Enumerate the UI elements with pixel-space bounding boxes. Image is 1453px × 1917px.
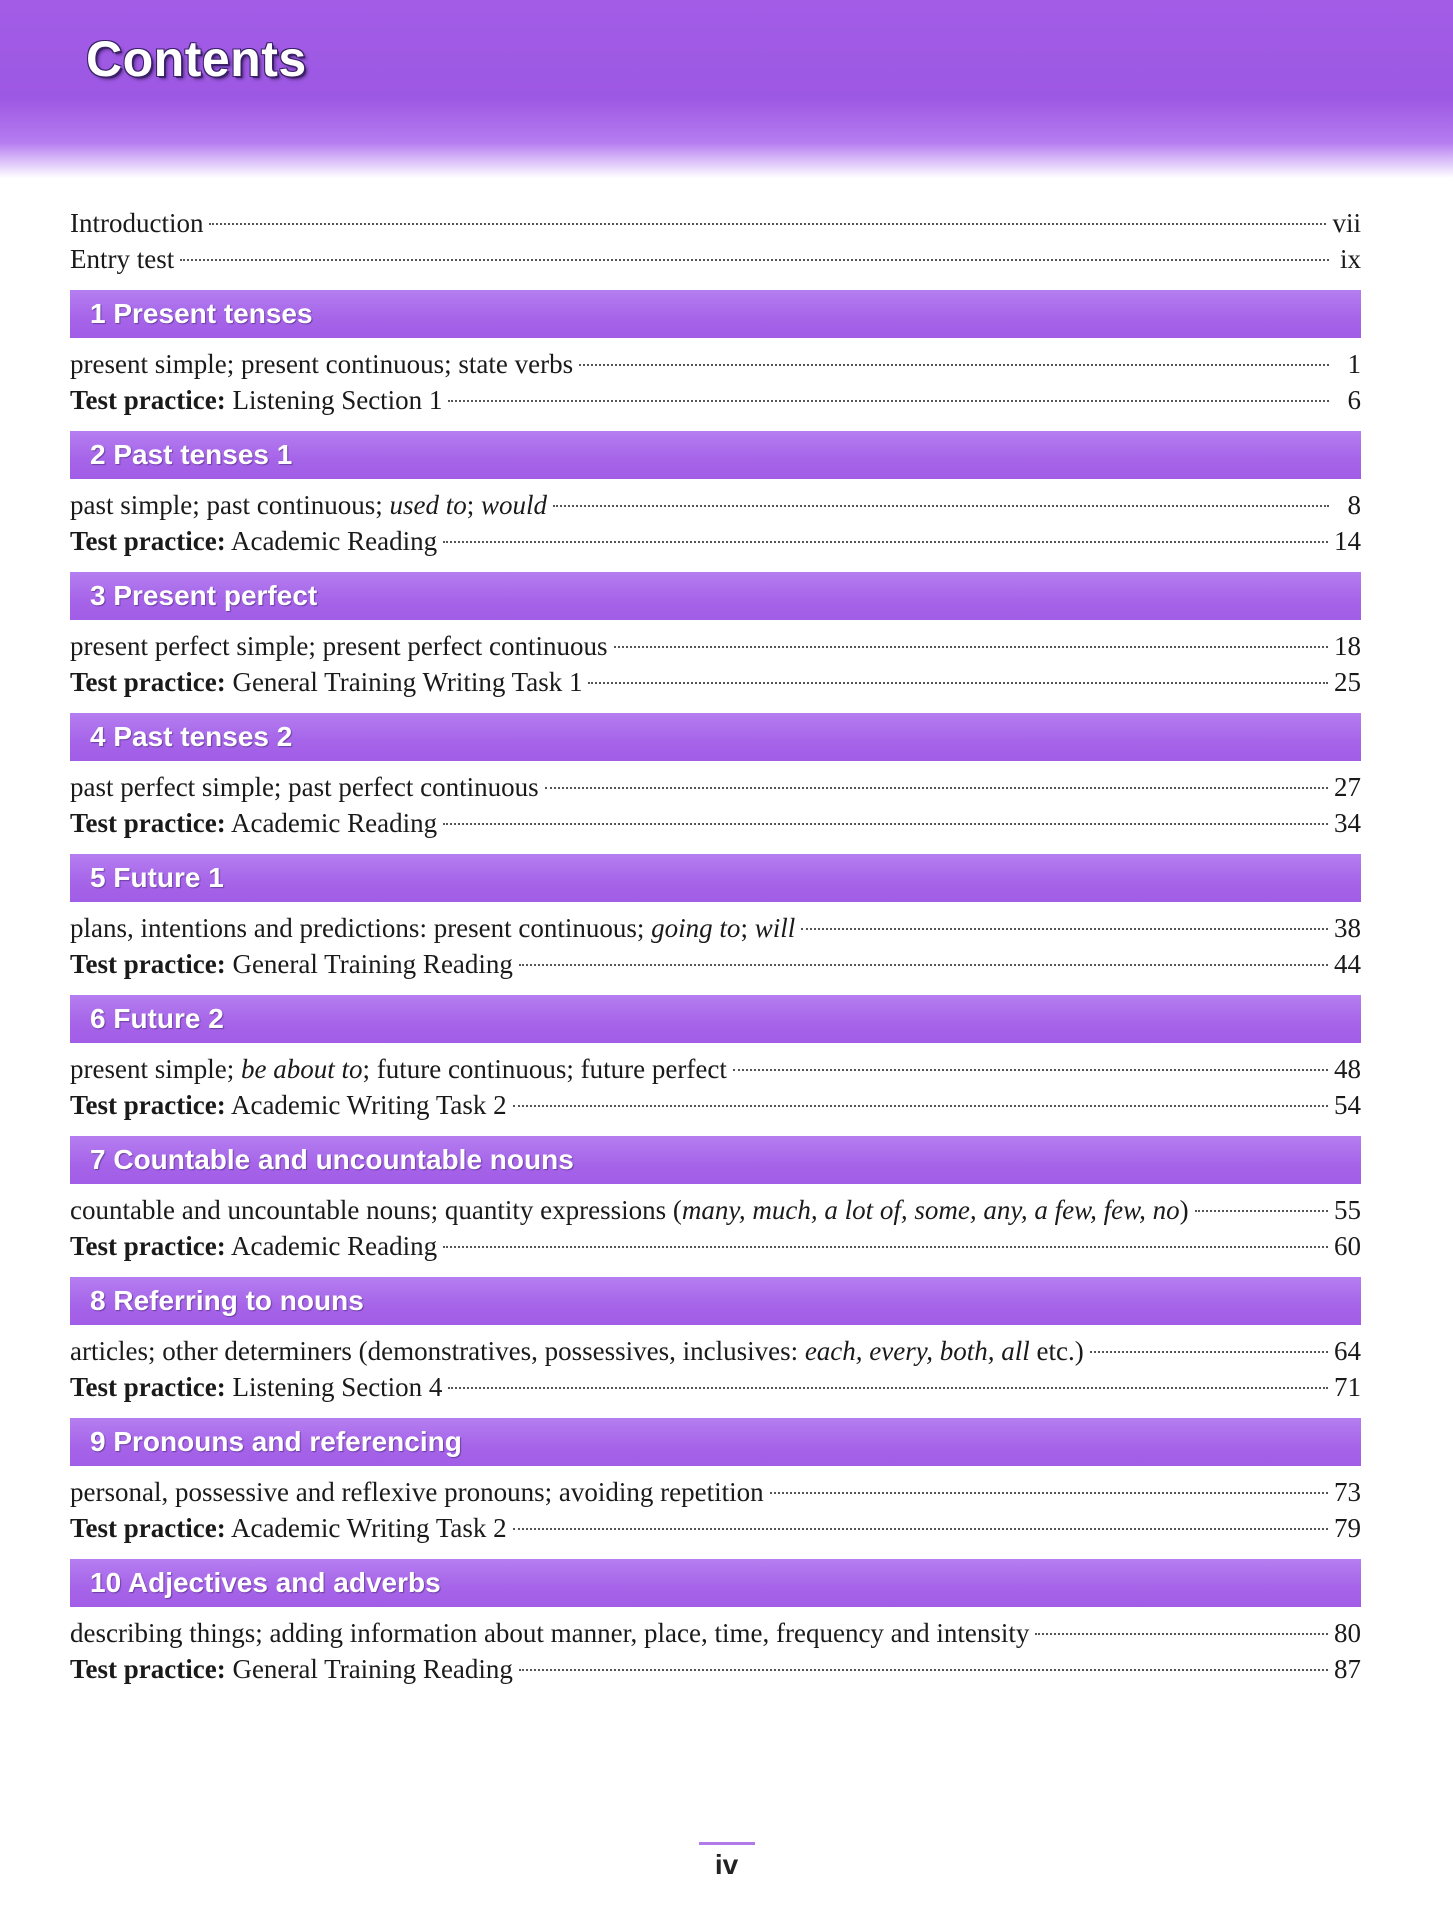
- toc-entry-label: [70, 1228, 437, 1264]
- dot-leader: [545, 787, 1328, 789]
- toc-entry-label: Introduction: [70, 208, 204, 238]
- unit-heading-bar[interactable]: [70, 713, 1361, 761]
- toc-entry-topic[interactable]: [70, 769, 1361, 805]
- toc-entry-test-practice[interactable]: [70, 946, 1361, 982]
- toc-entry-introduction[interactable]: [70, 205, 1361, 241]
- dot-leader: [443, 1246, 1328, 1248]
- unit-heading-bar[interactable]: [70, 1559, 1361, 1607]
- table-of-contents: [70, 205, 1361, 1687]
- toc-page-number: 27: [1334, 772, 1361, 802]
- entry-text: personal, possessive and reflexive pronouns; avoiding repetition: [70, 1477, 764, 1507]
- test-practice-prefix: Test practice:: [70, 1654, 226, 1684]
- toc-page-number: 48: [1334, 1054, 1361, 1084]
- toc-entry-label: [70, 1510, 507, 1546]
- toc-entry-label: [70, 346, 573, 382]
- toc-entry-label: [70, 1474, 764, 1510]
- toc-page-number: 8: [1347, 490, 1361, 520]
- dot-leader: [519, 1669, 1328, 1671]
- test-practice-prefix: Test practice:: [70, 949, 226, 979]
- unit-heading: 2 Past tenses 1: [90, 439, 293, 470]
- toc-entry-topic[interactable]: [70, 346, 1361, 382]
- toc-entry-test-practice[interactable]: [70, 805, 1361, 841]
- unit-heading: 1 Present tenses: [90, 298, 313, 329]
- toc-page-number: 44: [1334, 949, 1361, 979]
- italic-term: would: [481, 490, 548, 520]
- unit-section: [70, 290, 1361, 418]
- toc-entry-test-practice[interactable]: [70, 1087, 1361, 1123]
- page-title: Contents: [86, 31, 307, 87]
- entry-text: Academic Reading: [225, 1231, 438, 1261]
- toc-entry-label: Entry test: [70, 244, 175, 274]
- entry-text: Listening Section 1: [225, 385, 443, 415]
- toc-page-number: 79: [1334, 1513, 1361, 1543]
- units-list: [70, 290, 1361, 1687]
- test-practice-prefix: Test practice:: [70, 667, 226, 697]
- toc-entry-label: [70, 805, 437, 841]
- entry-text: articles; other determiners (demonstratives, possessives, inclusives:: [70, 1336, 805, 1366]
- dot-leader: [1090, 1351, 1328, 1353]
- toc-page-number: 18: [1334, 631, 1361, 661]
- toc-entry-topic[interactable]: [70, 628, 1361, 664]
- entry-text: ): [1179, 1195, 1189, 1225]
- toc-page-number: 34: [1334, 808, 1361, 838]
- unit-entries: [70, 1192, 1361, 1264]
- unit-heading-bar[interactable]: [70, 572, 1361, 620]
- toc-entry-label: [70, 487, 547, 523]
- toc-entry-test-practice[interactable]: [70, 1651, 1361, 1687]
- toc-page-number: 60: [1334, 1231, 1361, 1261]
- toc-entry-topic[interactable]: [70, 1474, 1361, 1510]
- dot-leader: [448, 1387, 1328, 1389]
- toc-page-number: 54: [1334, 1090, 1361, 1120]
- unit-heading: 4 Past tenses 2: [90, 721, 293, 752]
- toc-page-number: 87: [1334, 1654, 1361, 1684]
- entry-text: past simple; past continuous;: [70, 490, 390, 520]
- toc-page-number: 80: [1334, 1618, 1361, 1648]
- entry-text: Academic Reading: [225, 526, 438, 556]
- dot-leader: [588, 682, 1328, 684]
- unit-entries: [70, 346, 1361, 418]
- toc-page-number: 6: [1347, 385, 1361, 415]
- toc-entry-topic[interactable]: [70, 1192, 1361, 1228]
- unit-section: [70, 713, 1361, 841]
- entry-text: General Training Reading: [225, 1654, 513, 1684]
- unit-entries: [70, 1333, 1361, 1405]
- toc-page-number: 38: [1334, 913, 1361, 943]
- toc-entry-entry-test[interactable]: [70, 241, 1361, 277]
- test-practice-prefix: Test practice:: [70, 526, 226, 556]
- entry-text: General Training Reading: [225, 949, 513, 979]
- unit-section: [70, 1418, 1361, 1546]
- unit-heading-bar[interactable]: [70, 1136, 1361, 1184]
- toc-entry-topic[interactable]: [70, 487, 1361, 523]
- toc-page-number: 73: [1334, 1477, 1361, 1507]
- toc-entry-test-practice[interactable]: [70, 664, 1361, 700]
- toc-page-number: vii: [1332, 208, 1361, 238]
- entry-text: Academic Writing Task 2: [225, 1090, 507, 1120]
- italic-term: each, every, both, all: [804, 1336, 1030, 1366]
- entry-text: present simple; present continuous; state verbs: [70, 349, 574, 379]
- dot-leader: [579, 364, 1329, 366]
- toc-entry-test-practice[interactable]: [70, 1369, 1361, 1405]
- entry-text: ; future continuous; future perfect: [362, 1054, 727, 1084]
- unit-heading-bar[interactable]: [70, 290, 1361, 338]
- unit-entries: [70, 1474, 1361, 1546]
- dot-leader: [770, 1492, 1328, 1494]
- test-practice-prefix: Test practice:: [70, 1090, 226, 1120]
- italic-term: going to: [651, 913, 741, 943]
- unit-section: [70, 431, 1361, 559]
- dot-leader: [513, 1528, 1328, 1530]
- unit-heading-bar[interactable]: [70, 1277, 1361, 1325]
- unit-section: [70, 854, 1361, 982]
- toc-entry-label: [70, 382, 442, 418]
- dot-leader: [1195, 1210, 1328, 1212]
- entry-text: plans, intentions and predictions: present continuous;: [70, 913, 652, 943]
- dot-leader: [443, 541, 1328, 543]
- entry-text: ;: [740, 913, 755, 943]
- unit-heading: 10 Adjectives and adverbs: [90, 1567, 441, 1598]
- italic-term: many, much, a lot of, some, any, a few, few, no: [681, 1195, 1180, 1225]
- unit-entries: [70, 769, 1361, 841]
- entry-text: Academic Reading: [225, 808, 438, 838]
- entry-text: countable and uncountable nouns; quantity expressions (: [70, 1195, 682, 1225]
- toc-page-number: ix: [1339, 244, 1361, 274]
- unit-heading: 8 Referring to nouns: [90, 1285, 364, 1316]
- unit-heading: 5 Future 1: [90, 862, 224, 893]
- toc-entry-label: [70, 1615, 1029, 1651]
- toc-entry-label: [70, 946, 513, 982]
- entry-text: General Training Writing Task 1: [225, 667, 583, 697]
- page-footer: [0, 1842, 1453, 1881]
- toc-entry-label: [70, 1333, 1084, 1369]
- unit-section: [70, 1136, 1361, 1264]
- unit-heading: 6 Future 2: [90, 1003, 224, 1034]
- toc-entry-topic[interactable]: [70, 1333, 1361, 1369]
- toc-entry-label: [70, 664, 582, 700]
- test-practice-prefix: Test practice:: [70, 1513, 226, 1543]
- toc-entry-test-practice[interactable]: [70, 1228, 1361, 1264]
- dot-leader: [733, 1069, 1328, 1071]
- unit-heading-bar[interactable]: [70, 1418, 1361, 1466]
- unit-entries: [70, 1615, 1361, 1687]
- toc-entry-label: [70, 523, 437, 559]
- test-practice-prefix: Test practice:: [70, 1231, 226, 1261]
- unit-heading-bar[interactable]: [70, 854, 1361, 902]
- unit-heading: 9 Pronouns and referencing: [90, 1426, 462, 1457]
- toc-page-number: 1: [1347, 349, 1361, 379]
- entry-text: past perfect simple; past perfect continuous: [70, 772, 539, 802]
- test-practice-prefix: Test practice:: [70, 385, 226, 415]
- toc-entry-label: [70, 1192, 1189, 1228]
- entry-text: Listening Section 4: [225, 1372, 443, 1402]
- unit-heading: 7 Countable and uncountable nouns: [90, 1144, 574, 1175]
- toc-entry-topic[interactable]: [70, 1051, 1361, 1087]
- unit-entries: [70, 487, 1361, 559]
- page-number: iv: [699, 1842, 755, 1881]
- toc-entry-test-practice[interactable]: [70, 382, 1361, 418]
- toc-page-number: 25: [1334, 667, 1361, 697]
- toc-entry-label: [70, 1087, 507, 1123]
- entry-text: describing things; adding information about manner, place, time, frequency and intensity: [70, 1618, 1030, 1648]
- dot-leader: [519, 964, 1328, 966]
- dot-leader: [180, 259, 1329, 261]
- italic-term: will: [754, 913, 796, 943]
- dot-leader: [513, 1105, 1328, 1107]
- dot-leader: [443, 823, 1328, 825]
- unit-section: [70, 1559, 1361, 1687]
- toc-entry-test-practice[interactable]: [70, 1510, 1361, 1546]
- toc-page-number: 64: [1334, 1336, 1361, 1366]
- toc-entry-label: [70, 1651, 513, 1687]
- toc-entry-label: [70, 769, 539, 805]
- toc-page-number: 55: [1334, 1195, 1361, 1225]
- unit-section: [70, 1277, 1361, 1405]
- unit-heading-bar[interactable]: [70, 431, 1361, 479]
- toc-entry-label: [70, 628, 608, 664]
- unit-heading: 3 Present perfect: [90, 580, 318, 611]
- toc-entry-test-practice[interactable]: [70, 523, 1361, 559]
- toc-page-number: 71: [1334, 1372, 1361, 1402]
- entry-text: present perfect simple; present perfect continuous: [70, 631, 608, 661]
- entry-text: Academic Writing Task 2: [225, 1513, 507, 1543]
- unit-section: [70, 572, 1361, 700]
- header-band: [0, 0, 1453, 178]
- test-practice-prefix: Test practice:: [70, 1372, 226, 1402]
- toc-entry-topic[interactable]: [70, 1615, 1361, 1651]
- toc-page-number: 14: [1334, 526, 1361, 556]
- dot-leader: [209, 223, 1326, 225]
- unit-heading-bar[interactable]: [70, 995, 1361, 1043]
- toc-entry-topic[interactable]: [70, 910, 1361, 946]
- dot-leader: [448, 400, 1329, 402]
- entry-text: ;: [466, 490, 481, 520]
- entry-text: etc.): [1029, 1336, 1084, 1366]
- dot-leader: [1035, 1633, 1328, 1635]
- unit-entries: [70, 628, 1361, 700]
- test-practice-prefix: Test practice:: [70, 808, 226, 838]
- unit-section: [70, 995, 1361, 1123]
- italic-term: be about to: [240, 1054, 363, 1084]
- unit-entries: [70, 1051, 1361, 1123]
- italic-term: used to: [389, 490, 467, 520]
- entry-text: present simple;: [70, 1054, 241, 1084]
- dot-leader: [614, 646, 1328, 648]
- dot-leader: [801, 928, 1328, 930]
- toc-entry-label: [70, 1369, 442, 1405]
- toc-entry-label: [70, 1051, 727, 1087]
- dot-leader: [553, 505, 1329, 507]
- unit-entries: [70, 910, 1361, 982]
- toc-entry-label: [70, 910, 795, 946]
